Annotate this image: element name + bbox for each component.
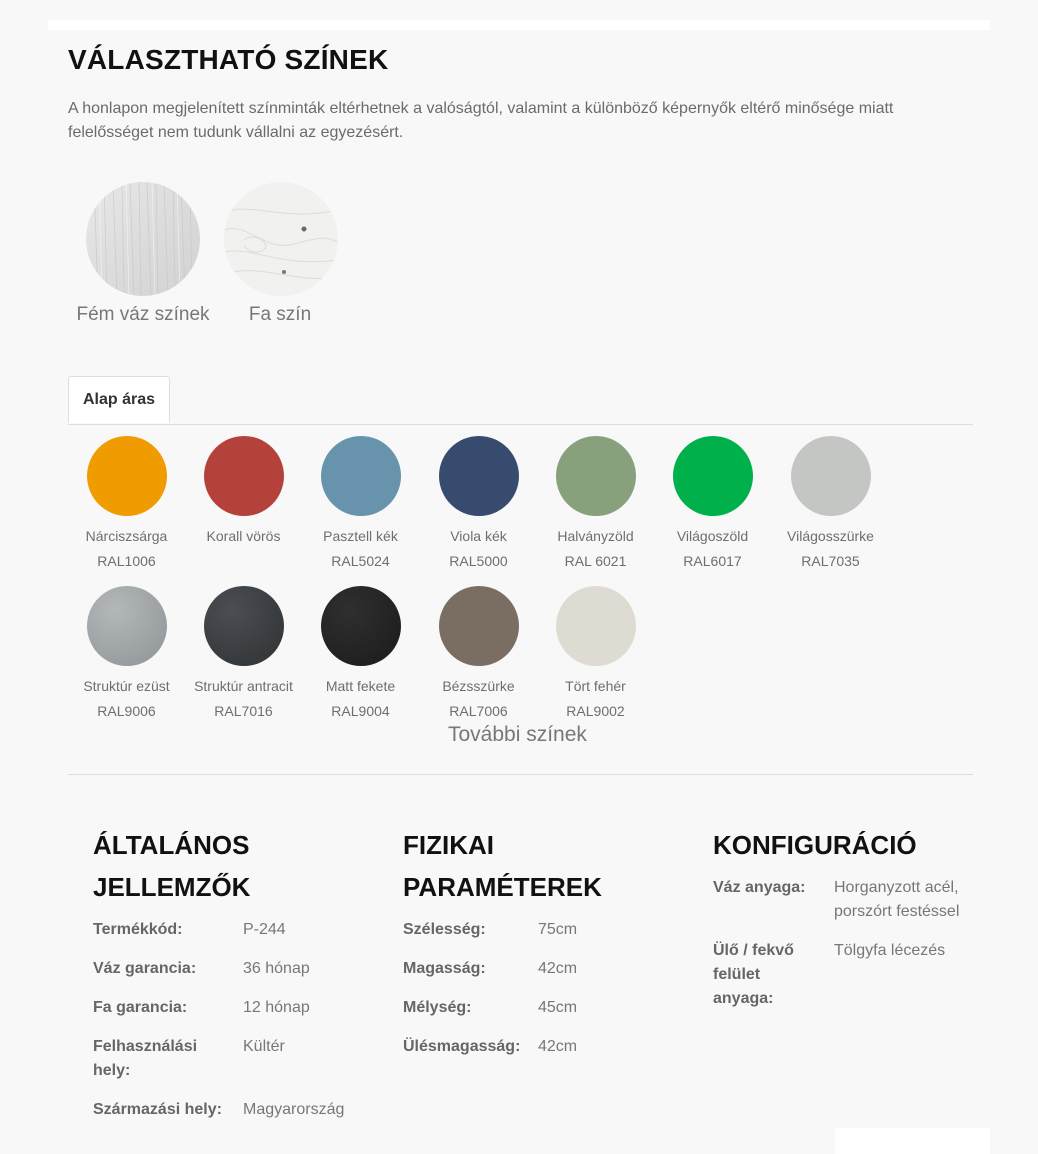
spec-key: Váz anyaga: (713, 879, 806, 896)
spec-value: 42cm (538, 1038, 578, 1055)
spec-value: 75cm (538, 921, 578, 938)
general-specs (93, 824, 383, 1122)
color-circle (439, 436, 519, 516)
color-code: RAL1006 (97, 553, 156, 569)
color-swatch-item[interactable] (68, 586, 185, 724)
bottom-fade (835, 1128, 990, 1154)
spec-row (403, 957, 693, 981)
spec-row (93, 996, 383, 1020)
color-code: RAL6017 (683, 553, 742, 569)
spec-key: Mélység: (403, 999, 472, 1016)
spec-value: 45cm (538, 999, 578, 1016)
wood-grain-texture-icon (224, 182, 338, 296)
color-name: Bézsszürke (442, 678, 515, 694)
physical-specs-table (403, 918, 693, 1059)
color-swatch-item[interactable] (420, 586, 537, 724)
general-specs-table (93, 918, 383, 1122)
color-disclaimer: A honlapon megjelenített színminták eltérhetnek a valóságtól, valamint a különböző képernyők eltérő minősége miatt felelősséget nem tudunk vállalni az egyezésért. (68, 100, 894, 141)
color-code: RAL7006 (449, 703, 508, 719)
spec-value: 12 hónap (243, 999, 310, 1016)
color-name: Struktúr ezüst (83, 678, 170, 694)
spec-row (403, 996, 693, 1020)
spec-row (403, 918, 693, 942)
spec-key: Szélesség: (403, 921, 486, 938)
color-code: RAL9004 (331, 703, 390, 719)
spec-value: 36 hónap (243, 960, 310, 977)
config-specs-table (713, 876, 973, 1011)
color-name: Világoszöld (676, 528, 749, 544)
color-swatch-item[interactable] (772, 436, 889, 574)
color-circle (204, 586, 284, 666)
color-name: Viola kék (450, 528, 507, 544)
color-circle (673, 436, 753, 516)
color-circle (439, 586, 519, 666)
color-swatch-item[interactable] (185, 436, 302, 549)
color-code: RAL9002 (566, 703, 625, 719)
color-circle (321, 586, 401, 666)
color-swatch-item[interactable] (185, 586, 302, 724)
physical-specs-title: FIZIKAI PARAMÉTEREK (403, 830, 602, 902)
spec-key: Magasság: (403, 960, 486, 977)
color-code: RAL9006 (97, 703, 156, 719)
color-circle (556, 586, 636, 666)
color-name: Halványzöld (557, 528, 634, 544)
color-code: RAL 6021 (564, 553, 627, 569)
color-swatch-item[interactable] (68, 436, 185, 574)
spec-key: Váz garancia: (93, 960, 197, 977)
color-circle (791, 436, 871, 516)
color-circle (204, 436, 284, 516)
color-circle (87, 586, 167, 666)
color-circle (87, 436, 167, 516)
color-swatch-item[interactable] (654, 436, 771, 574)
color-swatch-item[interactable] (302, 586, 419, 724)
spec-row (713, 939, 973, 1011)
spec-row (93, 1098, 383, 1122)
brushed-metal-texture-icon (86, 182, 200, 296)
color-code: RAL5024 (331, 553, 390, 569)
spec-key: Fa garancia: (93, 999, 188, 1016)
top-bar (48, 20, 990, 30)
spec-value: Tölgyfa lécezés (834, 942, 946, 959)
spec-row (93, 957, 383, 981)
spec-value: Kültér (243, 1038, 285, 1055)
color-swatch-item[interactable] (420, 436, 537, 574)
spec-value: 42cm (538, 960, 578, 977)
physical-specs (403, 824, 693, 1059)
config-specs-title: KONFIGURÁCIÓ (713, 830, 917, 860)
color-name: Nárciszsárga (85, 528, 168, 544)
general-specs-title: ÁLTALÁNOS JELLEMZŐK (93, 830, 251, 902)
color-name: Matt fekete (325, 678, 396, 694)
spec-key: Ülésmagasság: (403, 1038, 521, 1055)
section-title: VÁLASZTHATÓ SZÍNEK (68, 44, 389, 75)
wood-color-label[interactable]: Fa szín (248, 304, 312, 325)
spec-row (93, 1035, 383, 1083)
color-circle (321, 436, 401, 516)
color-swatch-item[interactable] (537, 436, 654, 574)
config-specs (713, 824, 973, 1011)
spec-row (93, 918, 383, 942)
spec-key: Termékkód: (93, 921, 183, 938)
spec-value: Magyarország (243, 1101, 345, 1118)
spec-key: Ülő / fekvő felület anyaga: (713, 942, 794, 1007)
color-name: Tört fehér (565, 678, 626, 694)
color-name: Világosszürke (787, 528, 874, 544)
section-divider (68, 774, 973, 775)
color-name: Struktúr antracit (194, 678, 293, 694)
color-swatch-item[interactable] (537, 586, 654, 724)
color-swatch-item[interactable] (302, 436, 419, 574)
metal-frame-label[interactable]: Fém váz színek (76, 304, 210, 325)
spec-value: Horganyzott acél, porszórt festéssel (834, 879, 960, 920)
wood-color-swatch[interactable] (224, 182, 338, 296)
metal-frame-swatch[interactable] (86, 182, 200, 296)
color-name: Pasztell kék (323, 528, 398, 544)
spec-row (403, 1035, 693, 1059)
color-circle (556, 436, 636, 516)
spec-value: P-244 (243, 921, 286, 938)
spec-key: Felhasználási hely: (93, 1038, 198, 1079)
spec-key: Származási hely: (93, 1101, 222, 1118)
color-code: RAL5000 (449, 553, 508, 569)
tab-base-price[interactable]: Alap áras (68, 376, 170, 423)
color-name: Korall vörös (206, 528, 281, 544)
more-colors-link[interactable]: További színek (448, 723, 587, 746)
color-code: RAL7016 (214, 703, 273, 719)
color-code: RAL7035 (801, 553, 860, 569)
spec-row (713, 876, 973, 924)
price-tabs (68, 376, 973, 425)
